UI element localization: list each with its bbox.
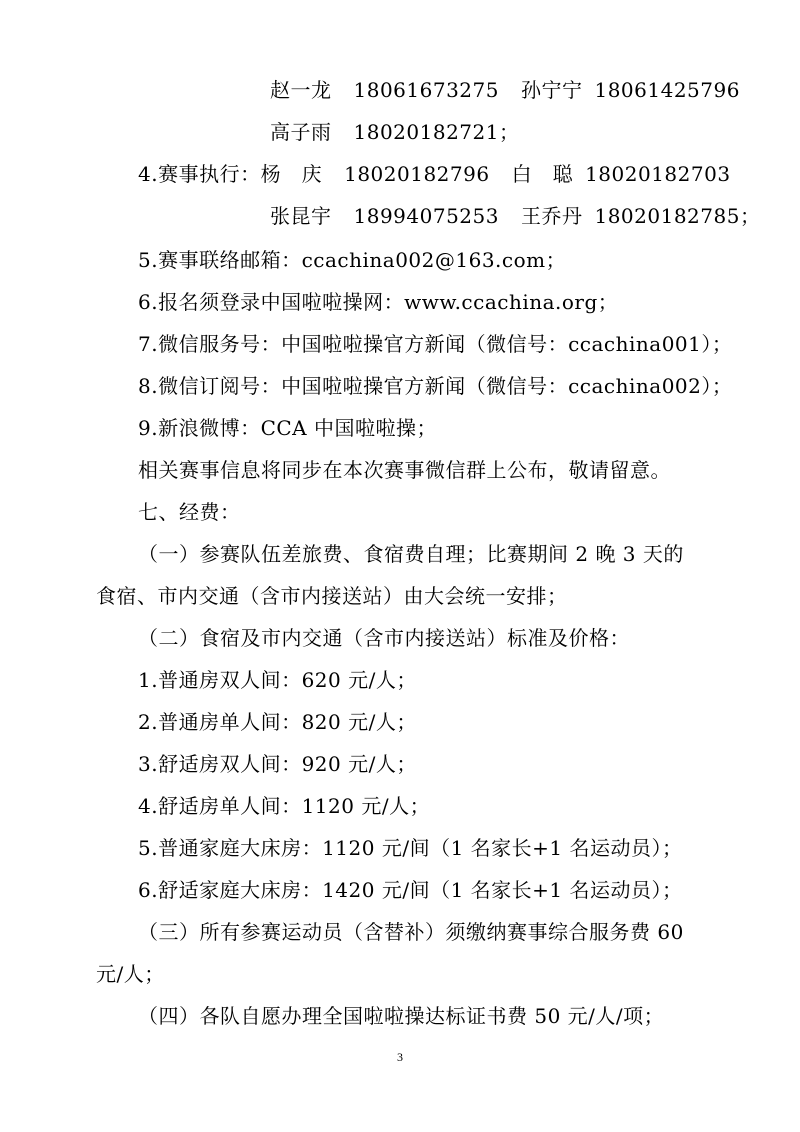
notice-line: 相关赛事信息将同步在本次赛事微信群上公布，敬请留意。 bbox=[138, 458, 671, 482]
contact-phone: 18061673275 bbox=[353, 78, 499, 102]
fees-heading: 七、经费： bbox=[138, 500, 241, 524]
contact-name: 赵一龙 bbox=[270, 78, 332, 102]
contact-phone: 18020182796 bbox=[344, 162, 490, 186]
fee-item: 4.舒适房单人间：1120 元/人； bbox=[138, 794, 431, 818]
contact-name: 张昆宇 bbox=[270, 204, 332, 228]
contact-name: 王乔丹 bbox=[520, 204, 583, 228]
contact-row bbox=[270, 120, 519, 144]
exec-row bbox=[138, 162, 731, 186]
contact-phone: 18994075253 bbox=[353, 204, 499, 228]
contact-name: 高子雨 bbox=[270, 120, 332, 144]
contact-phone: 18061425796 bbox=[594, 78, 740, 102]
exec-label: 4.赛事执行： bbox=[138, 162, 261, 186]
fee-item: 5.普通家庭大床房：1120 元/间（1 名家长+1 名运动员）； bbox=[138, 836, 683, 860]
wechat-subscription-line: 8.微信订阅号：中国啦啦操官方新闻（微信号：ccachina002）； bbox=[138, 374, 733, 398]
email-line: 5.赛事联络邮箱：ccachina002@163.com； bbox=[138, 248, 567, 272]
weibo-line: 9.新浪微博：CCA 中国啦啦操； bbox=[138, 416, 437, 440]
contact-phone: 18020182721； bbox=[353, 120, 520, 144]
contact-name: 白 聪 bbox=[511, 162, 574, 186]
contact-phone: 18020182703 bbox=[585, 162, 731, 186]
fees-paragraph-3: （三）所有参赛运动员（含替补）须缴纳赛事综合服务费 60 bbox=[138, 920, 684, 944]
fee-item: 2.普通房单人间：820 元/人； bbox=[138, 710, 417, 734]
fees-paragraph-3-cont: 元/人； bbox=[96, 962, 165, 986]
fees-paragraph-2: （二）食宿及市内交通（含市内接送站）标准及价格： bbox=[138, 626, 630, 650]
contact-phone: 18020182785； bbox=[594, 204, 761, 228]
exec-row bbox=[270, 204, 760, 228]
fees-paragraph-4: （四）各队自愿办理全国啦啦操达标证书费 50 元/人/项； bbox=[138, 1004, 665, 1028]
fee-item: 6.舒适家庭大床房：1420 元/间（1 名家长+1 名运动员）； bbox=[138, 878, 683, 902]
register-line: 6.报名须登录中国啦啦操网：www.ccachina.org； bbox=[138, 290, 619, 314]
contact-name: 杨 庆 bbox=[260, 162, 323, 186]
fee-item: 1.普通房双人间：620 元/人； bbox=[138, 668, 417, 692]
wechat-service-line: 7.微信服务号：中国啦啦操官方新闻（微信号：ccachina001）； bbox=[138, 332, 733, 356]
fee-item: 3.舒适房双人间：920 元/人； bbox=[138, 752, 417, 776]
page-number: 3 bbox=[397, 1050, 403, 1064]
contact-name: 孙宁宁 bbox=[520, 78, 583, 102]
contact-row bbox=[270, 78, 740, 102]
fees-paragraph-1-cont: 食宿、市内交通（含市内接送站）由大会统一安排； bbox=[96, 584, 568, 608]
fees-paragraph-1: （一）参赛队伍差旅费、食宿费自理；比赛期间 2 晚 3 天的 bbox=[138, 542, 684, 566]
